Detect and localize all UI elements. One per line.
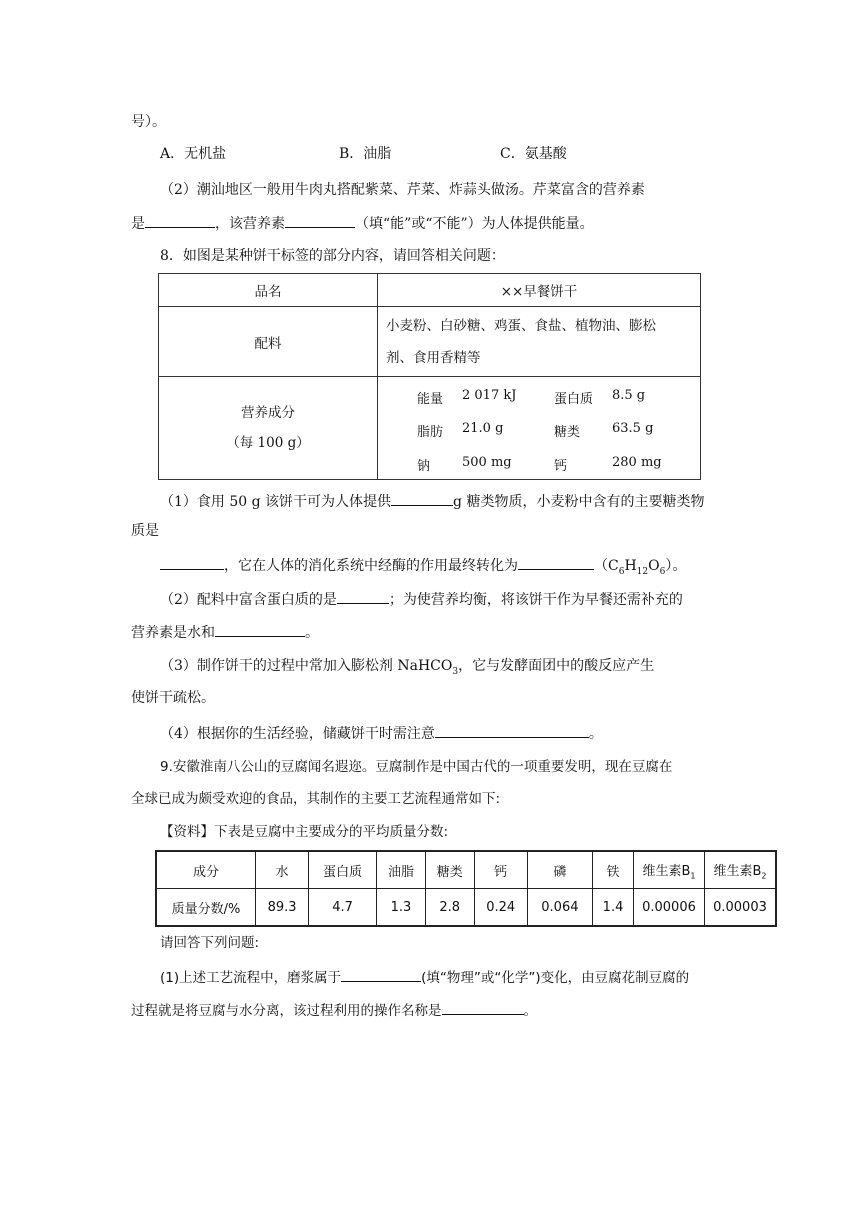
q8-intro: 8．如图是某种饼干标签的部分内容，请回答相关问题： [160,248,505,264]
q7-part2-line2 [131,213,594,233]
q7-option-b: B．油脂 [339,146,392,162]
answer-blank[interactable] [518,555,594,570]
text: 。 [523,1003,537,1019]
text: ，它在人体的消化系统中经酶的作用最终转化为 [224,558,518,574]
text: （2）配料中富含蛋白质的是 [160,592,337,608]
q8-part1-line2: 质是 [131,523,159,539]
text: (填“物理”或“化学”)变化，由豆腐花制豆腐的 [421,970,690,986]
text: 。 [588,726,603,742]
ingredients-line: 小麦粉、白砂糖、鸡蛋、食盐、植物油、膨松 [386,317,656,334]
table-header-cell: 糖类 [425,851,474,889]
table-cell: 0.00003 [705,889,777,927]
answer-blank[interactable] [160,555,224,570]
text: 是 [131,216,145,232]
label-name-key: 品名 [159,274,378,307]
nutrient-name: 钙 [554,459,568,474]
table-header-cell: 水 [256,851,309,889]
text: 过程就是将豆腐与水分离，该过程利用的操作名称是 [131,1003,442,1019]
nutrient-name: 钠 [417,459,431,474]
answer-blank[interactable] [337,589,389,604]
nutrition-key-line: （每 100 g） [226,435,310,451]
q7-option-a: A．无机盐 [160,146,227,162]
q9-line1: 9.安徽淮南八公山的豆腐闻名遐迩。豆腐制作是中国古代的一项重要发明，现在豆腐在 [160,759,673,775]
nutrient-value: 8.5 g [612,388,646,403]
table-row-label: 质量分数/% [156,889,256,927]
text: 维生素B [713,863,762,879]
q9-part1-line2 [131,1000,537,1020]
q8-part3-line2: 使饼干疏松。 [131,690,215,706]
q8-part4 [160,723,603,743]
subscript: 6 [659,566,666,577]
q8-part1-line1 [160,491,704,511]
text: ，该营养素 [215,216,285,232]
label-name-value: ××早餐饼干 [378,274,701,307]
subscript: 6 [618,566,625,577]
nutrient-value: 63.5 g [612,421,654,436]
text: O [648,558,660,574]
answer-blank[interactable] [145,213,215,228]
table-header-cell: 油脂 [377,851,426,889]
table-cell: 0.064 [527,889,592,927]
table-header-cell: 蛋白质 [309,851,377,889]
text: H [624,558,637,574]
answer-blank[interactable] [435,723,589,738]
nutrient-value: 280 mg [612,455,662,470]
table-header-cell [705,851,777,889]
q9-ask: 请回答下列问题: [160,935,260,951]
label-nutrition-values [378,377,701,480]
text: ；为使营养均衡，将该饼干作为早餐还需补充的 [388,592,683,608]
nutrient-name: 糖类 [554,425,581,440]
subscript: 12 [636,566,649,577]
table-cell: 2.8 [425,889,474,927]
q8-part2-line2 [131,622,319,642]
biscuit-label-table [158,273,701,480]
subscript: 2 [761,871,767,881]
text: ，它与发酵面团中的酸反应产生 [458,658,655,674]
table-header-cell: 钙 [474,851,527,889]
table-cell: 0.00006 [634,889,705,927]
label-nutrition-key [159,377,378,480]
nutrient-value: 2 017 kJ [462,388,517,403]
q7-part2-line1: （2）潮汕地区一般用牛肉丸搭配紫菜、芹菜、炸蒜头做汤。芹菜富含的营养素 [160,182,645,198]
text: 。 [305,625,319,641]
text: g 糖类物质，小麦粉中含有的主要糖类物 [453,494,705,510]
q7-option-c: C．氨基酸 [500,146,567,162]
table-header-cell [634,851,705,889]
text: 营养素是水和 [131,625,215,641]
text: （4）根据你的生活经验，储藏饼干时需注意 [160,726,435,742]
nutrient-name: 能量 [417,392,444,407]
nutrition-key-line: 营养成分 [241,405,295,421]
text: （3）制作饼干的过程中常加入膨松剂 NaHCO [160,658,453,674]
nutrient-name: 蛋白质 [554,392,594,407]
table-header-cell: 成分 [156,851,256,889]
answer-blank[interactable] [391,491,453,506]
subscript: 3 [452,666,459,677]
text: （1）食用 50 g 该饼干可为人体提供 [160,494,392,510]
text: （填“能”或“不能”）为人体提供能量。 [355,216,594,232]
tofu-composition-table [155,850,777,927]
table-cell: 1.4 [593,889,634,927]
nutrient-value: 21.0 g [462,421,504,436]
text: (1)上述工艺流程中，磨浆属于 [160,970,342,986]
q8-part2-line1 [160,589,683,609]
label-ingredients-value [378,307,701,377]
answer-blank[interactable] [285,213,355,228]
table-cell: 4.7 [309,889,377,927]
nutrient-name: 脂肪 [417,425,444,440]
q8-part3-line1 [160,657,654,681]
table-cell: 89.3 [256,889,309,927]
answer-blank[interactable] [215,622,305,637]
answer-blank[interactable] [341,967,421,982]
table-header-cell: 磷 [527,851,592,889]
q9-line2: 全球已成为颇受欢迎的食品，其制作的主要工艺流程通常如下: [131,791,501,807]
text: ）。 [665,558,687,574]
q7-tail: 号）。 [131,114,166,130]
table-cell: 1.3 [377,889,426,927]
table-header-cell: 铁 [593,851,634,889]
q9-part1-line1 [160,967,689,987]
nutrient-value: 500 mg [462,455,512,470]
subscript: 1 [690,871,696,881]
text: 维生素B [642,863,691,879]
ingredients-line: 剂、食用香精等 [386,349,481,366]
answer-blank[interactable] [442,1000,524,1015]
q9-reference: 【资料】下表是豆腐中主要成分的平均质量分数: [160,824,449,840]
text: （C [594,558,619,574]
table-cell: 0.24 [474,889,527,927]
label-ingredients-key: 配料 [159,307,378,377]
q8-part1-line3 [160,555,686,581]
